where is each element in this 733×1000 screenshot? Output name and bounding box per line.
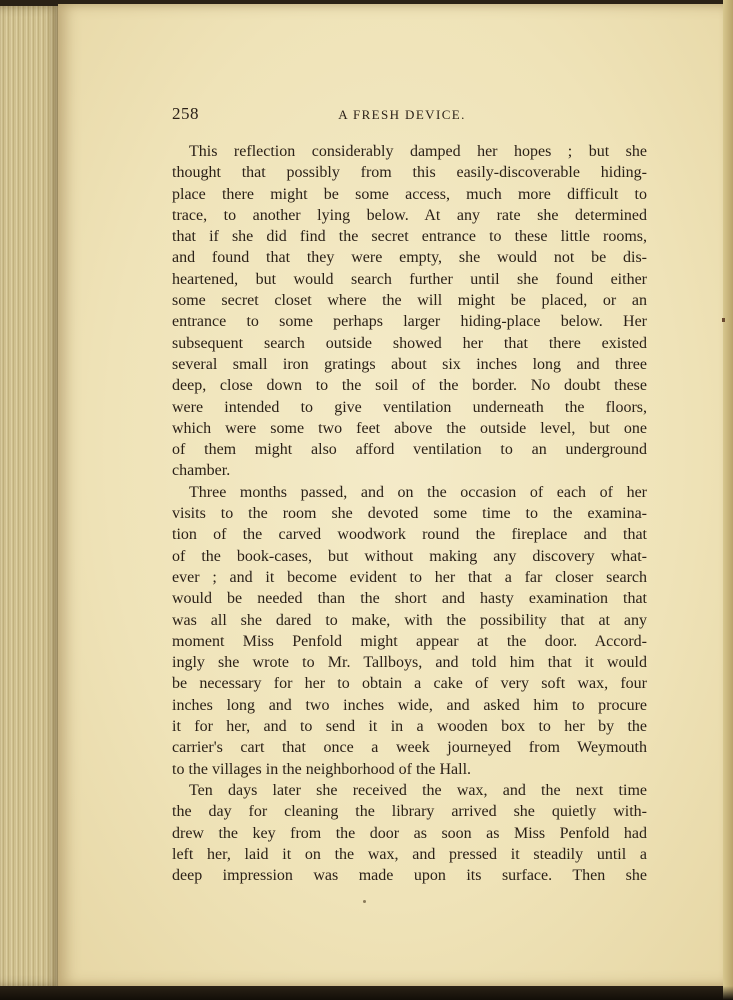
text-line: left her, laid it on the wax, and pressed it steadily until a [172,845,647,863]
text-line: entrance to some perhaps larger hiding-place below. Her [172,313,647,331]
text-line: This reflection considerably damped her hopes ; but she [189,143,647,160]
text-line: Ten days later she received the wax, and the next time [189,781,647,799]
text-line: to the villages in the neighborhood of the Hall. [172,760,472,778]
text-line: some secret closet where the will might be placed, or an [172,292,647,310]
text-line: drew the key from the door as soon as Miss Penfold had [172,824,647,842]
running-title: A FRESH DEVICE. [338,107,466,122]
text-line: that if she did find the secret entrance to these little rooms, [172,228,647,246]
text-line: ingly she wrote to Mr. Tallboys, and told him that it would [172,654,647,672]
text-line: was all she dared to make, with the possibility that at any [172,611,647,629]
text-line: the day for cleaning the library arrived she quietly with- [172,803,647,821]
text-line: moment Miss Penfold might appear at the door. Accord- [172,632,647,650]
text-line: chamber. [172,462,231,480]
text-line: of them might also afford ventilation to an underground [172,441,647,459]
edge-mark [722,318,725,322]
text-line: and found that they were empty, she would not be dis- [172,249,647,267]
text-line: be necessary for her to obtain a cake of very soft wax, four [172,675,647,693]
bottom-shadow [0,986,733,1000]
text-line: deep impression was made upon its surface. Then she [172,867,647,885]
text-line: tion of the carved woodwork round the fireplace and that [172,526,647,544]
text-line: several small iron gratings about six inches long and three [172,355,647,373]
text-line: deep, close down to the soil of the border. No doubt these [172,377,647,395]
ink-dot [363,900,366,903]
text-line: subsequent search outside showed her that there existed [172,334,647,352]
text-line: were intended to give ventilation underneath the floors, [172,398,647,416]
text-line: would be needed than the short and hasty examination that [172,590,647,608]
page-edges [0,6,60,986]
text-line: ever ; and it become evident to her that a far closer search [172,568,647,586]
page-number: 258 [172,104,199,123]
text-line: carrier's cart that once a week journeyed from Weymouth [172,739,647,757]
page-header [172,104,632,128]
text-line: which were some two feet above the outside level, but one [172,419,647,437]
text-line: inches long and two inches wide, and asked him to procure [172,696,647,714]
text-line: it for her, and to send it in a wooden box to her by the [172,718,647,736]
text-line: thought that possibly from this easily-discoverable hiding- [172,164,647,182]
body-text [172,141,647,886]
right-page-edge [723,0,733,1000]
text-line: visits to the room she devoted some time to the examina- [172,505,647,523]
text-line: of the book-cases, but without making any discovery what- [172,547,647,565]
text-line: trace, to another lying below. At any rate she determined [172,206,647,224]
text-line: place there might be some access, much more difficult to [172,185,647,203]
text-line: heartened, but would search further until she found either [172,270,647,288]
text-line: Three months passed, and on the occasion of each of her [189,483,647,501]
